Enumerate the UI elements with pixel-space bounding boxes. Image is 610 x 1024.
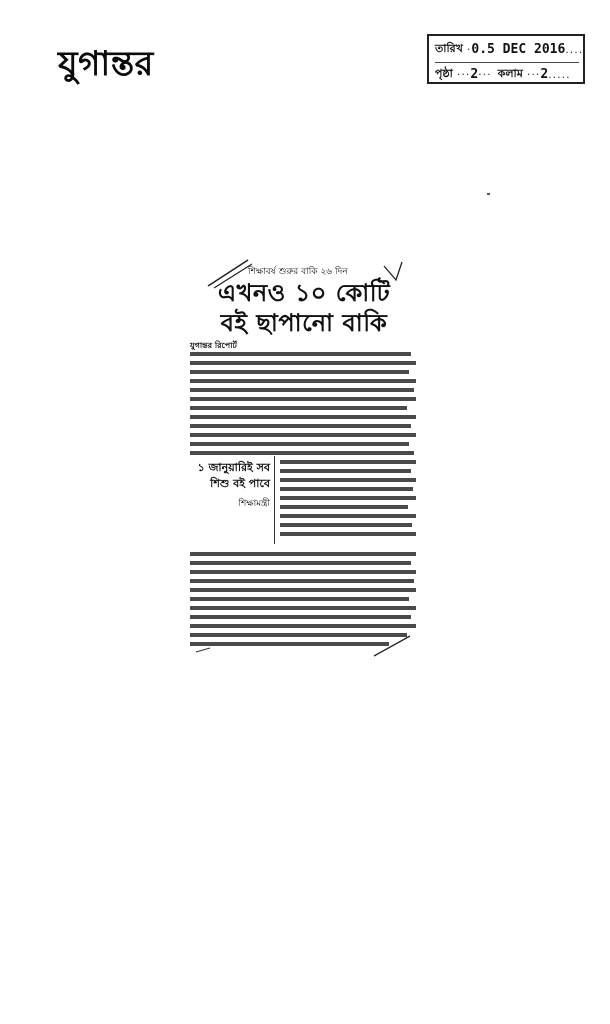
clipping-headline-line1: এখনও ১০ কোটি	[217, 278, 391, 307]
stamp-dots: ···	[456, 68, 471, 81]
pull-quote-divider	[274, 456, 275, 544]
stamp-column-label: কলাম	[497, 67, 523, 80]
stamp-date-value: 0.5 DEC 2016	[471, 42, 566, 57]
stamp-dots: ···	[478, 68, 492, 81]
stamp-column-value: 2	[540, 67, 549, 82]
stamp-date-row	[435, 40, 584, 59]
stamp-dots: ·	[466, 43, 472, 56]
article-body-top	[190, 352, 416, 460]
newspaper-masthead: যুগান্তর	[58, 44, 154, 84]
article-body-bottom	[190, 552, 416, 651]
stamp-page-row	[435, 62, 579, 84]
stamp-dots: .....	[548, 68, 571, 81]
clipping-byline: যুগান্তর রিপোর্ট	[190, 341, 237, 350]
clipping-headline-line2: বই ছাপানো বাকি	[220, 308, 388, 337]
clipping-kicker: শিক্ষাবর্ষ শুরুর বাকি ২৬ দিন	[248, 267, 348, 277]
article-body-side	[280, 460, 416, 541]
speck	[487, 193, 490, 195]
stamp-dots: ···	[526, 68, 541, 81]
pull-quote-text: ১ জানুয়ারিই সব শিশু বই পাবে	[197, 461, 270, 490]
news-clipping	[188, 256, 420, 668]
pull-quote-attribution: শিক্ষামন্ত্রী	[238, 499, 270, 509]
archive-stamp	[427, 34, 585, 84]
stamp-page-label: পৃষ্ঠা	[435, 67, 453, 80]
pull-quote	[190, 460, 270, 512]
stamp-dots: ....	[565, 43, 584, 56]
stamp-date-label: তারিখ	[435, 42, 463, 55]
stamp-page-value: 2	[470, 67, 479, 82]
